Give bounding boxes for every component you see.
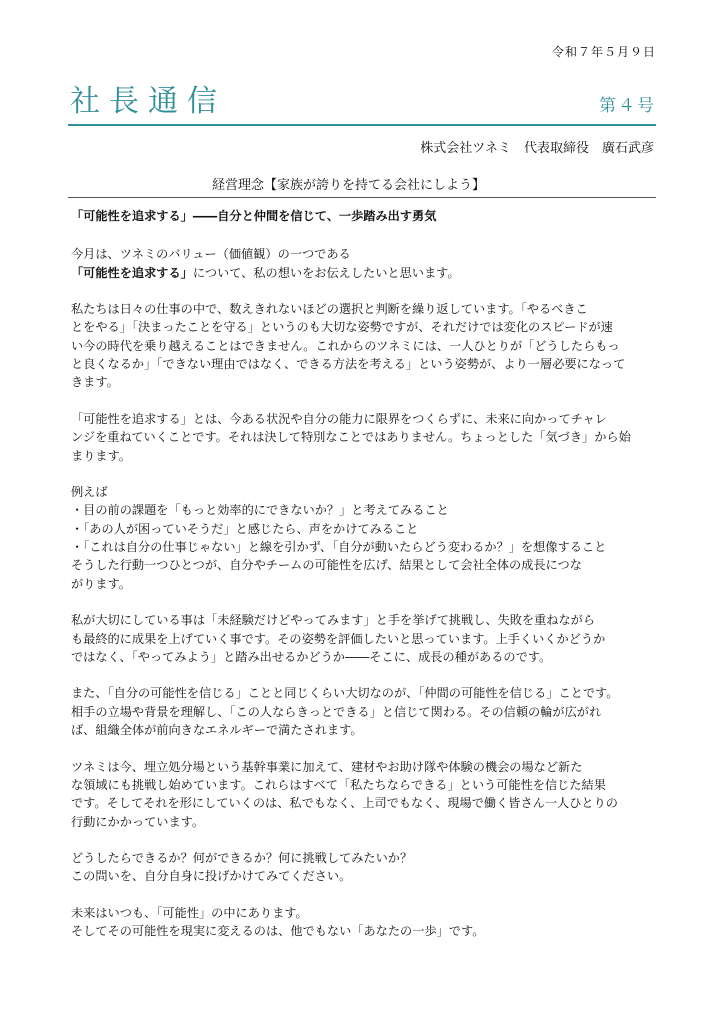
list-item: ・「あの人が困っていそうだ」と感じたら、声をかけてみること <box>71 521 419 536</box>
intro-paragraph <box>71 245 657 282</box>
author-line: 株式会社ツネミ 代表取締役 廣石武彦 <box>420 141 654 156</box>
text-line: 相手の立場や背景を理解し、「この人ならきっとできる」と信じて関わる。その信頼の輪が広がれ <box>71 704 602 719</box>
management-philosophy: 経営理念【家族が誇りを持てる会社にしよう】 <box>212 178 486 193</box>
text-line: ツネミは今、埋立処分場という基幹事業に加えて、建材やお助け隊や体験の機会の場など新た <box>71 759 583 774</box>
text-line: そうした行動一つひとつが、自分やチームの可能性を広げ、結果として会社全体の成長につな <box>71 558 582 573</box>
paragraph-2 <box>71 410 657 465</box>
intro-line: 今月は、ツネミのバリュー（価値観）の一つである <box>71 247 351 262</box>
text-line: も最終的に成果を上げていく事です。その姿勢を評価したいと思っています。上手くいくかどうか <box>71 631 606 646</box>
text-line: 私たちは日々の仕事の中で、数えきれないほどの選択と判断を繰り返しています。「やるべきこ <box>71 302 588 317</box>
text-line: ンジを重ねていくことです。それは決して特別なことではありません。ちょっとした「気づき」から始 <box>71 430 631 445</box>
issue-date: 令和７年５月９日 <box>551 45 656 59</box>
text-line: ば、組織全体が前向きなエネルギーで満たされます。 <box>71 723 363 738</box>
value-name: 「可能性を追求する」 <box>71 265 193 280</box>
intro-line <box>71 264 657 282</box>
text-line: です。そしてそれを形にしていくのは、私でもなく、上司でもなく、現場で働く皆さん一人ひとりの <box>71 796 618 811</box>
paragraph-3 <box>71 483 657 593</box>
paragraph-4 <box>71 611 657 666</box>
title-divider <box>68 124 656 126</box>
text-line: と良くなるか」「できない理由ではなく、できる方法を考える」という姿勢が、より一層必要になって <box>71 357 626 372</box>
paragraph-6 <box>71 758 657 831</box>
text-line: まります。 <box>71 448 131 463</box>
article-headline: 「可能性を追求する」――自分と仲間を信じて、一歩踏み出す勇気 <box>71 209 437 223</box>
text-line: 未来はいつも、「可能性」の中にあります。 <box>71 905 308 920</box>
text-line: ではなく、「やってみよう」と踏み出せるかどうか――そこに、成長の種があるのです。 <box>71 649 552 664</box>
text-line: 行動にかかっています。 <box>71 814 205 829</box>
text-line: そしてその可能性を現実に変えるのは、他でもない「あなたの一歩」です。 <box>71 924 485 939</box>
text-line: また、「自分の可能性を信じる」ことと同じくらい大切なのが、「仲間の可能性を信じる」ことです。 <box>71 686 619 701</box>
closing-paragraph <box>71 904 657 941</box>
issue-number: 第４号 <box>599 96 656 116</box>
text-line: とをやる」「決まったことを守る」というのも大切な姿勢ですが、それだけでは変化のスピードが速 <box>71 320 613 335</box>
text-line: この問いを、自分自身に投げかけてみてください。 <box>71 869 352 884</box>
text-line: どうしたらできるか？何ができるか？何に挑戦してみたいか？ <box>71 851 413 866</box>
text-line: がります。 <box>71 576 131 591</box>
section-divider <box>68 197 656 198</box>
text-line: きます。 <box>71 375 119 390</box>
text-line: 私が大切にしている事は「未経験だけどやってみます」と手を挙げて挑戦し、失敗を重ねながら <box>71 613 596 628</box>
page-title: 社長通信 <box>70 84 226 119</box>
text-line: い今の時代を乗り越えることはできません。これからのツネミには、一人ひとりが「どうしたらもっ <box>71 338 620 353</box>
paragraph-1 <box>71 300 657 391</box>
list-item: ・「これは自分の仕事じゃない」と線を引かず、「自分が動いたらどう変わるか？」を想像すること <box>71 540 607 555</box>
text-line: 「可能性を追求する」とは、今ある状況や自分の能力に限界をつくらずに、未来に向かってチャレ <box>71 411 607 426</box>
list-item: ・目の前の課題を「もっと効率的にできないか？」と考えてみること <box>71 503 449 518</box>
text-line: な領域にも挑戦し始めています。これらはすべて「私たちならできる」という可能性を信じた結果 <box>71 777 606 792</box>
article-body <box>71 207 657 959</box>
intro-rest: について、私の想いをお伝えしたいと思います。 <box>192 265 460 280</box>
paragraph-5 <box>71 684 657 739</box>
text-line: 例えば <box>71 485 108 500</box>
paragraph-7 <box>71 849 657 886</box>
